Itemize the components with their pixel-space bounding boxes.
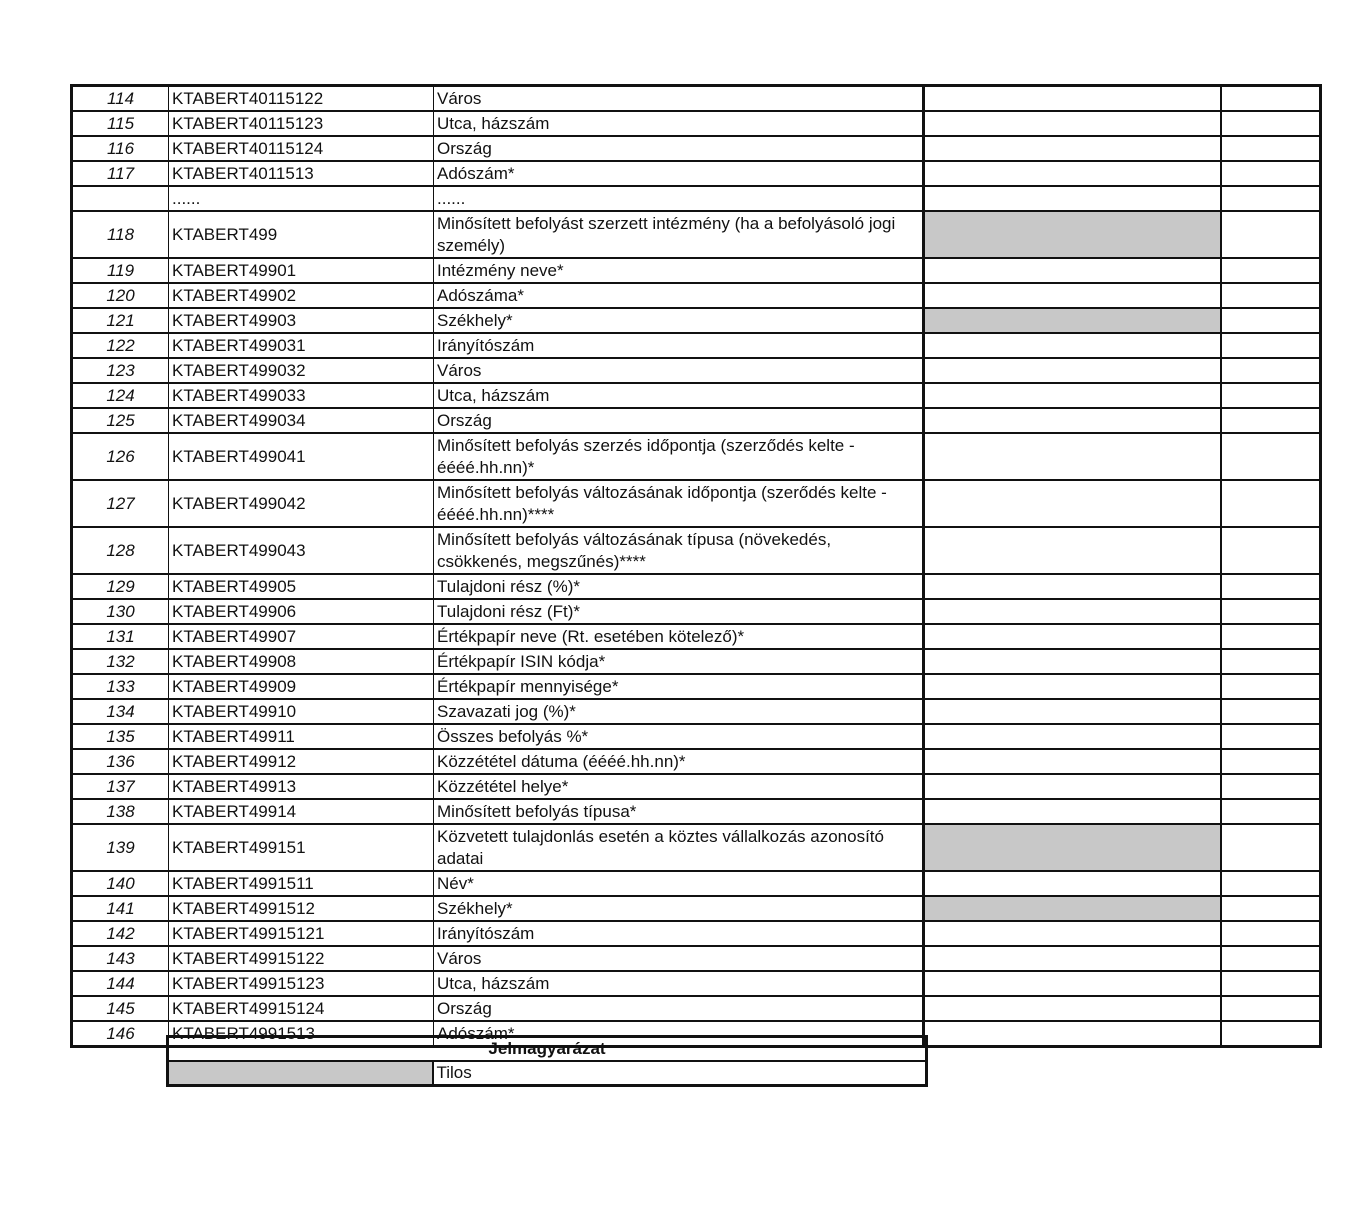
row-value xyxy=(924,383,1221,408)
row-value xyxy=(924,774,1221,799)
table-row xyxy=(72,921,1321,946)
row-code: KTABERT499043 xyxy=(169,527,434,574)
row-number xyxy=(72,186,169,211)
table-row xyxy=(72,527,1321,574)
row-number: 130 xyxy=(72,599,169,624)
row-description: Adószám* xyxy=(434,1021,924,1047)
row-number: 135 xyxy=(72,724,169,749)
row-description: Adószám* xyxy=(434,161,924,186)
row-description: Közzététel dátuma (éééé.hh.nn)* xyxy=(434,749,924,774)
row-description: Minősített befolyás változásának típusa (növekedés, csökkenés, megszűnés)**** xyxy=(434,527,924,574)
row-description: Értékpapír mennyisége* xyxy=(434,674,924,699)
row-code: KTABERT499033 xyxy=(169,383,434,408)
row-number: 131 xyxy=(72,624,169,649)
row-number: 133 xyxy=(72,674,169,699)
row-code: KTABERT49902 xyxy=(169,283,434,308)
table-row xyxy=(72,333,1321,358)
row-value xyxy=(924,358,1221,383)
row-description: Értékpapír ISIN kódja* xyxy=(434,649,924,674)
table-row xyxy=(72,896,1321,921)
row-number: 126 xyxy=(72,433,169,480)
row-extra xyxy=(1221,408,1321,433)
row-code: KTABERT40115122 xyxy=(169,86,434,112)
row-value xyxy=(924,111,1221,136)
row-description: Ország xyxy=(434,996,924,1021)
row-code: KTABERT49915122 xyxy=(169,946,434,971)
row-number: 144 xyxy=(72,971,169,996)
row-extra xyxy=(1221,871,1321,896)
row-number: 139 xyxy=(72,824,169,871)
table-row xyxy=(72,674,1321,699)
row-description: Minősített befolyás típusa* xyxy=(434,799,924,824)
row-description: Város xyxy=(434,358,924,383)
row-description: Utca, házszám xyxy=(434,383,924,408)
row-number: 138 xyxy=(72,799,169,824)
row-description: Tulajdoni rész (Ft)* xyxy=(434,599,924,624)
row-description: Név* xyxy=(434,871,924,896)
legend-item-label: Tilos xyxy=(433,1061,927,1086)
table-row xyxy=(72,824,1321,871)
row-code: KTABERT499 xyxy=(169,211,434,258)
row-extra xyxy=(1221,624,1321,649)
row-extra xyxy=(1221,186,1321,211)
row-code: KTABERT499034 xyxy=(169,408,434,433)
row-code: KTABERT40115123 xyxy=(169,111,434,136)
table-row xyxy=(72,211,1321,258)
row-code: KTABERT49913 xyxy=(169,774,434,799)
row-extra xyxy=(1221,724,1321,749)
table-row xyxy=(72,749,1321,774)
row-description: Utca, házszám xyxy=(434,111,924,136)
row-description: Intézmény neve* xyxy=(434,258,924,283)
row-value xyxy=(924,996,1221,1021)
table-row xyxy=(72,111,1321,136)
table-row xyxy=(72,358,1321,383)
table-row xyxy=(72,258,1321,283)
row-description: Irányítószám xyxy=(434,921,924,946)
row-code: KTABERT49915121 xyxy=(169,921,434,946)
row-extra xyxy=(1221,136,1321,161)
row-description: Ország xyxy=(434,408,924,433)
table-row xyxy=(72,86,1321,112)
legend-item-row xyxy=(168,1061,927,1086)
row-value xyxy=(924,433,1221,480)
row-description: Minősített befolyás szerzés időpontja (szerződés kelte - éééé.hh.nn)* xyxy=(434,433,924,480)
row-number: 123 xyxy=(72,358,169,383)
row-code: KTABERT49912 xyxy=(169,749,434,774)
row-number: 125 xyxy=(72,408,169,433)
row-value xyxy=(924,258,1221,283)
row-number: 136 xyxy=(72,749,169,774)
row-value xyxy=(924,574,1221,599)
table-row xyxy=(72,724,1321,749)
row-code: KTABERT49915124 xyxy=(169,996,434,1021)
row-code: ...... xyxy=(169,186,434,211)
row-extra xyxy=(1221,308,1321,333)
row-description: Székhely* xyxy=(434,308,924,333)
row-value-forbidden xyxy=(924,308,1221,333)
row-value xyxy=(924,921,1221,946)
row-description: Ország xyxy=(434,136,924,161)
table-row xyxy=(72,136,1321,161)
row-value xyxy=(924,624,1221,649)
table-row xyxy=(72,186,1321,211)
row-value xyxy=(924,946,1221,971)
table-row xyxy=(72,383,1321,408)
table-body xyxy=(72,86,1321,1047)
data-table xyxy=(70,84,1322,1048)
table-row xyxy=(72,971,1321,996)
row-value xyxy=(924,599,1221,624)
row-number: 146 xyxy=(72,1021,169,1047)
row-value xyxy=(924,749,1221,774)
row-number: 142 xyxy=(72,921,169,946)
table-row xyxy=(72,308,1321,333)
row-value xyxy=(924,333,1221,358)
row-value xyxy=(924,649,1221,674)
row-extra xyxy=(1221,358,1321,383)
row-value-forbidden xyxy=(924,896,1221,921)
row-description: Közvetett tulajdonlás esetén a köztes vállalkozás azonosító adatai xyxy=(434,824,924,871)
row-code: KTABERT49907 xyxy=(169,624,434,649)
row-value-forbidden xyxy=(924,824,1221,871)
table-row xyxy=(72,649,1321,674)
row-code: KTABERT49910 xyxy=(169,699,434,724)
row-number: 128 xyxy=(72,527,169,574)
row-extra xyxy=(1221,896,1321,921)
table-row xyxy=(72,480,1321,527)
row-value xyxy=(924,283,1221,308)
row-value-forbidden xyxy=(924,211,1221,258)
row-code: KTABERT499151 xyxy=(169,824,434,871)
row-description: Város xyxy=(434,946,924,971)
table-row xyxy=(72,433,1321,480)
row-code: KTABERT49901 xyxy=(169,258,434,283)
legend-title: Jelmagyarázat xyxy=(168,1037,927,1062)
row-number: 137 xyxy=(72,774,169,799)
row-extra xyxy=(1221,574,1321,599)
row-extra xyxy=(1221,433,1321,480)
row-code: KTABERT49915123 xyxy=(169,971,434,996)
row-number: 117 xyxy=(72,161,169,186)
row-description: Minősített befolyás változásának időpontja (szerődés kelte - éééé.hh.nn)**** xyxy=(434,480,924,527)
row-code: KTABERT4991512 xyxy=(169,896,434,921)
row-number: 116 xyxy=(72,136,169,161)
row-extra xyxy=(1221,527,1321,574)
row-description: Közzététel helye* xyxy=(434,774,924,799)
row-value xyxy=(924,871,1221,896)
row-code: KTABERT49911 xyxy=(169,724,434,749)
row-value xyxy=(924,136,1221,161)
table-row xyxy=(72,946,1321,971)
row-code: KTABERT49914 xyxy=(169,799,434,824)
row-number: 122 xyxy=(72,333,169,358)
row-extra xyxy=(1221,258,1321,283)
row-code: KTABERT4991511 xyxy=(169,871,434,896)
table-row xyxy=(72,408,1321,433)
legend-table xyxy=(166,1035,928,1087)
row-number: 140 xyxy=(72,871,169,896)
row-value xyxy=(924,724,1221,749)
table-row xyxy=(72,774,1321,799)
row-description: Utca, házszám xyxy=(434,971,924,996)
table-row xyxy=(72,283,1321,308)
row-code: KTABERT49909 xyxy=(169,674,434,699)
row-extra xyxy=(1221,699,1321,724)
legend-header-row xyxy=(168,1037,927,1062)
row-extra xyxy=(1221,824,1321,871)
row-number: 118 xyxy=(72,211,169,258)
row-description: Minősített befolyást szerzett intézmény (ha a befolyásoló jogi személy) xyxy=(434,211,924,258)
table-row xyxy=(72,161,1321,186)
row-description: Irányítószám xyxy=(434,333,924,358)
row-code: KTABERT49906 xyxy=(169,599,434,624)
row-code: KTABERT49908 xyxy=(169,649,434,674)
row-number: 121 xyxy=(72,308,169,333)
row-value xyxy=(924,674,1221,699)
row-description: ...... xyxy=(434,186,924,211)
row-description: Adószáma* xyxy=(434,283,924,308)
row-number: 115 xyxy=(72,111,169,136)
row-extra xyxy=(1221,211,1321,258)
row-extra xyxy=(1221,946,1321,971)
row-number: 114 xyxy=(72,86,169,112)
row-number: 143 xyxy=(72,946,169,971)
row-number: 132 xyxy=(72,649,169,674)
row-extra xyxy=(1221,996,1321,1021)
row-description: Város xyxy=(434,86,924,112)
row-value xyxy=(924,86,1221,112)
row-extra xyxy=(1221,971,1321,996)
row-number: 134 xyxy=(72,699,169,724)
row-extra xyxy=(1221,480,1321,527)
row-code: KTABERT499042 xyxy=(169,480,434,527)
row-description: Székhely* xyxy=(434,896,924,921)
row-number: 129 xyxy=(72,574,169,599)
row-value xyxy=(924,161,1221,186)
table-row xyxy=(72,574,1321,599)
row-number: 120 xyxy=(72,283,169,308)
row-value xyxy=(924,480,1221,527)
row-extra xyxy=(1221,921,1321,946)
row-extra xyxy=(1221,774,1321,799)
legend-swatch xyxy=(168,1061,433,1086)
row-code: KTABERT4991513 xyxy=(169,1021,434,1047)
row-extra xyxy=(1221,674,1321,699)
row-extra xyxy=(1221,86,1321,112)
row-value xyxy=(924,408,1221,433)
row-value xyxy=(924,971,1221,996)
row-description: Szavazati jog (%)* xyxy=(434,699,924,724)
row-code: KTABERT40115124 xyxy=(169,136,434,161)
table-row xyxy=(72,996,1321,1021)
row-code: KTABERT49903 xyxy=(169,308,434,333)
row-description: Értékpapír neve (Rt. esetében kötelező)* xyxy=(434,624,924,649)
row-code: KTABERT499032 xyxy=(169,358,434,383)
row-number: 119 xyxy=(72,258,169,283)
row-value xyxy=(924,699,1221,724)
row-number: 141 xyxy=(72,896,169,921)
row-value xyxy=(924,799,1221,824)
row-extra xyxy=(1221,161,1321,186)
row-description: Összes befolyás %* xyxy=(434,724,924,749)
row-value xyxy=(924,186,1221,211)
row-extra xyxy=(1221,749,1321,774)
row-code: KTABERT49905 xyxy=(169,574,434,599)
row-extra xyxy=(1221,333,1321,358)
table-row xyxy=(72,799,1321,824)
row-extra xyxy=(1221,799,1321,824)
row-extra xyxy=(1221,1021,1321,1047)
row-extra xyxy=(1221,283,1321,308)
table-row xyxy=(72,699,1321,724)
table-row xyxy=(72,599,1321,624)
table-row xyxy=(72,624,1321,649)
row-number: 145 xyxy=(72,996,169,1021)
row-code: KTABERT4011513 xyxy=(169,161,434,186)
row-number: 124 xyxy=(72,383,169,408)
row-value xyxy=(924,1021,1221,1047)
row-extra xyxy=(1221,111,1321,136)
row-extra xyxy=(1221,383,1321,408)
row-extra xyxy=(1221,599,1321,624)
row-extra xyxy=(1221,649,1321,674)
row-description: Tulajdoni rész (%)* xyxy=(434,574,924,599)
row-value xyxy=(924,527,1221,574)
row-number: 127 xyxy=(72,480,169,527)
row-code: KTABERT499041 xyxy=(169,433,434,480)
row-code: KTABERT499031 xyxy=(169,333,434,358)
table-row xyxy=(72,871,1321,896)
